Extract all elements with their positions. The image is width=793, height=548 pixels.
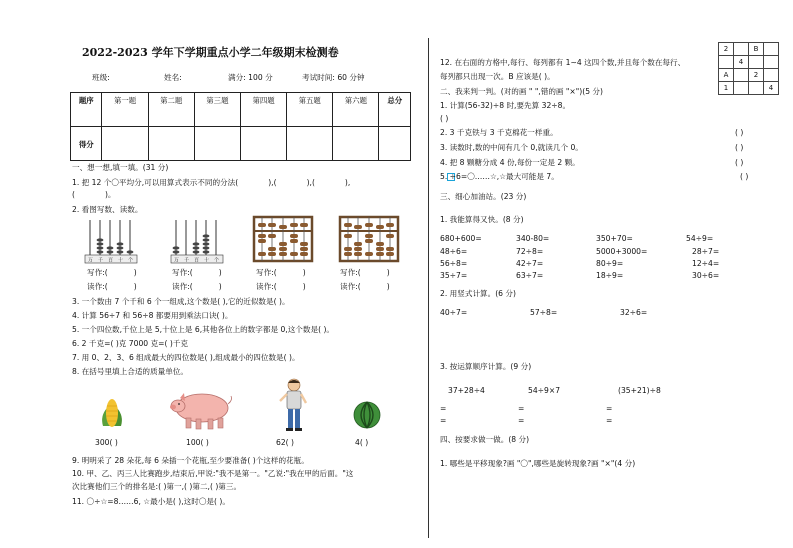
number-grid: 2 B 4 A 2 1 4 xyxy=(718,42,779,95)
score-cell[interactable] xyxy=(102,127,148,161)
question-2: 2. 看图写数、读数。 xyxy=(72,205,143,214)
abacus-2 xyxy=(170,216,226,264)
write-3: 写作:( ) xyxy=(256,268,306,277)
judge-1-paren: ( ) xyxy=(440,114,449,123)
corn-icon xyxy=(98,396,126,432)
question-5: 5. 一个四位数,千位上是 5,十位上是 6,其他各位上的数字都是 0,这个数是( )。 xyxy=(72,325,335,334)
question-9: 9. 明明采了 28 朵花,每 6 朵插一个花瓶,至少要准备( )个这样的花瓶。 xyxy=(72,456,309,465)
calc-2-heading: 2. 用竖式计算。(6 分) xyxy=(440,289,516,298)
score-header: 第四题 xyxy=(240,93,286,127)
question-8: 8. 在括号里填上合适的质量单位。 xyxy=(72,367,188,376)
score-header: 第一题 xyxy=(102,93,148,127)
score-header: 总分 xyxy=(379,93,411,127)
do-1: 1. 哪些是平移现象?画 "〇",哪些是旋转现象?画 "×"(4 分) xyxy=(440,459,636,468)
calc-item: 350+70= xyxy=(596,234,633,243)
section-4-heading: 四、按要求做一做。(8 分) xyxy=(440,435,530,444)
judge-3-paren: ( ) xyxy=(735,143,744,152)
abacus-label: 百 xyxy=(194,257,200,264)
equals: = xyxy=(606,416,613,425)
judge-2: 2. 3 千克铁与 3 千克棉花一样重。 xyxy=(440,128,558,137)
page-title: 2022-2023 学年下学期重点小学二年级期末检测卷 xyxy=(82,46,339,59)
calc-item: 18÷9= xyxy=(596,271,624,280)
calc-3-heading: 3. 按运算顺序计算。(9 分) xyxy=(440,362,532,371)
calc-item: 5000+3000= xyxy=(596,247,648,256)
abacus-label: 万 xyxy=(88,257,94,264)
calc-item: 80÷9= xyxy=(596,259,624,268)
abacus-label: 千 xyxy=(98,257,104,264)
order-calc: 37+28÷4 xyxy=(448,386,485,395)
calc-1-heading: 1. 我能算得又快。(8 分) xyxy=(440,215,524,224)
equals: = xyxy=(518,404,525,413)
calc-item: 48÷6= xyxy=(440,247,468,256)
judge-2-paren: ( ) xyxy=(735,128,744,137)
judge-1: 1. 计算(56-32)÷8 时,要先算 32÷8。 xyxy=(440,101,571,110)
read-2: 读作:( ) xyxy=(172,282,222,291)
question-11: 11. 〇÷☆=8……6, ☆最小是( ),这时〇是( )。 xyxy=(72,497,230,506)
column-divider xyxy=(428,38,429,538)
section-3-heading: 三、细心加油站。(23 分) xyxy=(440,192,527,201)
read-1: 读作:( ) xyxy=(87,282,137,291)
score-row-label: 得分 xyxy=(71,127,102,161)
name-label: 姓名: xyxy=(164,73,182,82)
calc-item: 340-80= xyxy=(516,234,550,243)
judge-5-paren: ( ) xyxy=(740,172,749,181)
order-calc: 54÷9×7 xyxy=(528,386,561,395)
section-2-heading: 二、我来判一判。(对的画 " ",错的画 "×")(5 分) xyxy=(440,87,603,96)
score-header: 第二题 xyxy=(148,93,194,127)
order-calc: (35+21)÷8 xyxy=(618,386,661,395)
vertical-calc: 40÷7= xyxy=(440,308,468,317)
equals: = xyxy=(440,416,447,425)
abacus-4 xyxy=(338,214,400,264)
equals: = xyxy=(606,404,613,413)
full-score-label: 满分: 100 分 xyxy=(228,73,273,82)
abacus-3 xyxy=(252,214,314,264)
watermelon-icon xyxy=(352,400,382,430)
calc-item: 56÷8= xyxy=(440,259,468,268)
read-4: 读作:( ) xyxy=(340,282,390,291)
question-1-cont: ( )。 xyxy=(72,190,116,199)
judge-4-paren: ( ) xyxy=(735,158,744,167)
score-cell[interactable] xyxy=(240,127,286,161)
class-label: 班级: xyxy=(92,73,110,82)
abacus-label: 个 xyxy=(128,257,134,264)
equals: = xyxy=(518,416,525,425)
weight-watermelon: 4( ) xyxy=(355,438,369,447)
score-header: 题序 xyxy=(71,93,102,127)
calc-item: 42÷7= xyxy=(516,259,544,268)
score-table xyxy=(70,92,411,161)
question-12-cont: 每列都只出现一次。B 应该是( )。 xyxy=(440,72,555,81)
weight-boy: 62( ) xyxy=(276,438,295,447)
question-10-cont: 次比赛他们三个的排名是:( )第一,( )第二,( )第三。 xyxy=(72,482,242,491)
abacus-label: 十 xyxy=(204,257,210,264)
vertical-calc: 57÷8= xyxy=(530,308,558,317)
question-12: 12. 在右面的方格中,每行、每列都有 1~4 这四个数,并且每个数在每行、 xyxy=(440,58,686,67)
vertical-calc: 32÷6= xyxy=(620,308,648,317)
calc-item: 680+600= xyxy=(440,234,482,243)
boy-icon xyxy=(276,377,312,433)
judge-4: 4. 把 8 颗糖分成 4 份,每份一定是 2 颗。 xyxy=(440,158,580,167)
abacus-label: 千 xyxy=(184,257,190,264)
abacus-1 xyxy=(84,216,140,264)
equals: = xyxy=(440,404,447,413)
score-cell[interactable] xyxy=(287,127,333,161)
write-1: 写作:( ) xyxy=(87,268,137,277)
question-1: 1. 把 12 个〇平均分,可以用算式表示不同的分法( ),( ),( ), xyxy=(72,178,351,187)
score-header: 第五题 xyxy=(287,93,333,127)
calc-item: 72÷8= xyxy=(516,247,544,256)
question-3: 3. 一个数由 7 个千和 6 个一组成,这个数是( ),它的近似数是( )。 xyxy=(72,297,290,306)
question-7: 7. 用 0、2、3、6 组成最大的四位数是( ),组成最小的四位数是( )。 xyxy=(72,353,300,362)
judge-3: 3. 读数时,数的中间有几个 0,就读几个 0。 xyxy=(440,143,583,152)
calc-item: 30÷6= xyxy=(692,271,720,280)
question-10: 10. 甲、乙、丙三人比赛跑步,结束后,甲说:"我不是第一。"乙说:"我在甲的后面。"这 xyxy=(72,469,354,478)
score-cell[interactable] xyxy=(333,127,379,161)
write-2: 写作:( ) xyxy=(172,268,222,277)
calc-item: 28÷7= xyxy=(692,247,720,256)
weight-pig: 100( ) xyxy=(186,438,209,447)
abacus-label: 个 xyxy=(214,257,220,264)
weight-corn: 300( ) xyxy=(95,438,118,447)
pig-icon xyxy=(168,386,238,432)
score-cell[interactable] xyxy=(148,127,194,161)
section-1-heading: 一、想一想,填一填。(31 分) xyxy=(72,163,169,172)
score-header: 第六题 xyxy=(333,93,379,127)
calc-item: 54÷9= xyxy=(686,234,714,243)
score-cell[interactable] xyxy=(194,127,240,161)
read-3: 读作:( ) xyxy=(256,282,306,291)
calc-item: 35÷7= xyxy=(440,271,468,280)
score-cell[interactable] xyxy=(379,127,411,161)
abacus-label: 万 xyxy=(174,257,180,264)
calc-item: 12÷4= xyxy=(692,259,720,268)
judge-5: 5. ÷6=〇……☆,☆最大可能是 7。 xyxy=(440,172,559,181)
write-4: 写作:( ) xyxy=(340,268,390,277)
abacus-label: 十 xyxy=(118,257,124,264)
calc-item: 63÷7= xyxy=(516,271,544,280)
question-4: 4. 计算 56÷7 和 56÷8 都要用到乘法口诀( )。 xyxy=(72,311,233,320)
abacus-label: 百 xyxy=(108,257,114,264)
question-6: 6. 2 千克=( )克 7000 克=( )千克 xyxy=(72,339,189,348)
time-label: 考试时间: 60 分钟 xyxy=(302,73,365,82)
score-header: 第三题 xyxy=(194,93,240,127)
